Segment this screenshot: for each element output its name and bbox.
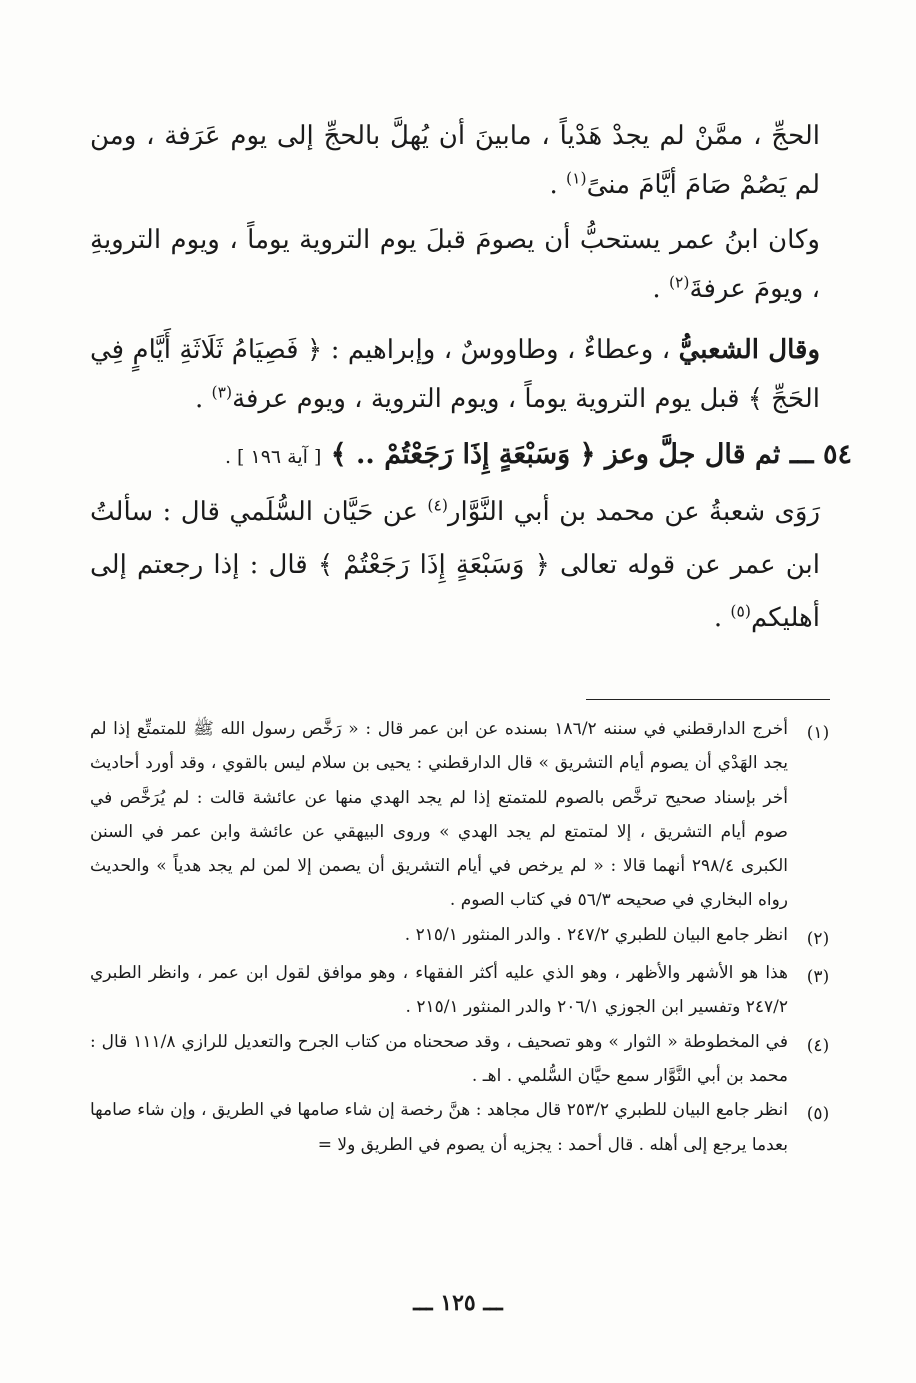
paragraph-2-end: .	[652, 274, 669, 304]
footnote-2	[90, 918, 848, 956]
paragraph-2-text: وكان ابنُ عمر يستحبُّ أن يصومَ قبلَ يوم التروية يوماً ، ويوم الترويةِ ، ويومَ عرفةَ	[90, 225, 820, 304]
footnote-5	[90, 1093, 848, 1162]
footnote-number: (٢)	[806, 928, 830, 949]
footnote-ref-5[interactable]: (٥)	[730, 602, 751, 621]
main-text	[90, 112, 852, 645]
verse-reference: [ آية ١٩٦ ] .	[224, 446, 322, 468]
page-number: ـــ ١٢٥ ـــ	[413, 1290, 503, 1316]
footnote-4	[90, 1025, 848, 1094]
paragraph-5-text-b: عن حَيَّان السُّلَمي قال : سألتُ ابن عمر عن قوله تعالى ﴿ وَسَبْعَةٍ إِذَا رَجَعْتُمْ ﴾ قال : إذا رجعتم إلى أهليكم	[90, 497, 820, 633]
footnote-text: انظر جامع البيان للطبري ٢٤٧/٢ . والدر المنثور ٢١٥/١ .	[404, 924, 788, 945]
footnote-number: (٤)	[806, 1035, 830, 1056]
footnote-text: أخرج الدارقطني في سننه ١٨٦/٢ بسنده عن ابن عمر قال : « رَخَّص رسول الله ﷺ للمتمتِّع إذا لم يجد الهَدْي أن يصوم أيام التشريق » قال الدارقطني : يحيى بن سلام ليس بالقوي ، وقد أورد أحاديث أخر بإسناد صحيح ترخَّص بالصوم للمتمتع إذا لم يجد الهدي منها عن عائشة قالت : لم يُرَخَّص في صوم أيام التشريق ، إلا لمتمتع لم يجد الهدي » وروى البيهقي عن عائشة وابن عمر في السنن الكبرى ٢٩٨/٤ أنهما قالا : « لم يرخص في أيام التشريق أن يصمن إلا لمن لم يجد هدياً » والحديث رواه البخاري في صحيحه ٥٦/٣ في كتاب الصوم .	[90, 719, 789, 911]
footnote-number: (٥)	[806, 1104, 830, 1125]
paragraph-5-text: رَوَى شعبةُ عن محمد بن أبي النَّوَّار	[448, 497, 820, 527]
paragraph-5	[90, 486, 820, 645]
paragraph-3-text: ، وعطاءٌ ، وطاووسٌ ، وإبراهيم : ﴿ فَصِيَامُ ثَلَاثَةِ أَيَّامٍ فِي الحَجِّ ﴾ قبل يوم التروية يوماً ، ويوم التروية ، ويوم عرفة	[90, 335, 820, 414]
footnote-number: (١)	[806, 723, 830, 743]
paragraph-1-text: الحجِّ ، ممَّنْ لم يجدْ هَدْياً ، مابينَ أن يُهلَّ بالحجِّ إلى يوم عَرَفة ، ومن لم يَصُمْ صَامَ أيَّامَ منىً	[90, 121, 820, 200]
footnote-3	[90, 956, 848, 1025]
footnote-ref-4[interactable]: (٤)	[427, 496, 448, 515]
footnote-text: هذا هو الأشهر والأظهر ، وهو الذي عليه أكثر الفقهاء ، وهو موافق لقول ابن عمر ، وانظر الطبري ٢٤٧/٢ وتفسير ابن الجوزي ٢٠٦/١ والدر المنثور ٢١٥/١ .	[90, 963, 788, 1018]
footnote-text: في المخطوطة « الثوار » وهو تصحيف ، وقد صححناه من كتاب الجرح والتعديل للرازي ١١١/٨ قال : محمد بن أبي النَّوَّار سمع حيَّان السُّلمي . اهـ .	[90, 1031, 788, 1086]
section-number: ٥٤ ـــ	[789, 439, 852, 470]
footnote-number: (٣)	[806, 967, 830, 988]
paragraph-3-lead: وقال الشعبيُّ	[678, 335, 820, 365]
footnote-separator	[586, 699, 830, 700]
paragraph-1	[90, 112, 820, 210]
paragraph-1-end: .	[549, 170, 567, 200]
paragraph-5-end: .	[713, 603, 731, 633]
footnote-ref-2[interactable]: (٢)	[668, 273, 690, 292]
paragraph-3	[90, 326, 820, 424]
footnote-ref-3[interactable]: (٣)	[211, 383, 233, 402]
footnote-1	[90, 712, 848, 918]
section-heading-text: ثم قال جلَّ وعز ﴿ وَسَبْعَةٍ إِذَا رَجَعْتُمْ .. ﴾	[321, 439, 790, 470]
footnotes	[90, 712, 848, 1162]
paragraph-3-end: .	[194, 384, 212, 414]
footnote-ref-1[interactable]: (١)	[566, 169, 587, 188]
footnote-text: انظر جامع البيان للطبري ٢٥٣/٢ قال مجاهد : هنَّ رخصة إن شاء صامها في الطريق ، وإن شاء صامها بعدما يرجع إلى أهله . قال أحمد : يجزيه أن يصوم في الطريق ولا =	[90, 1100, 788, 1155]
section-heading	[90, 430, 852, 482]
paragraph-2	[90, 216, 820, 314]
